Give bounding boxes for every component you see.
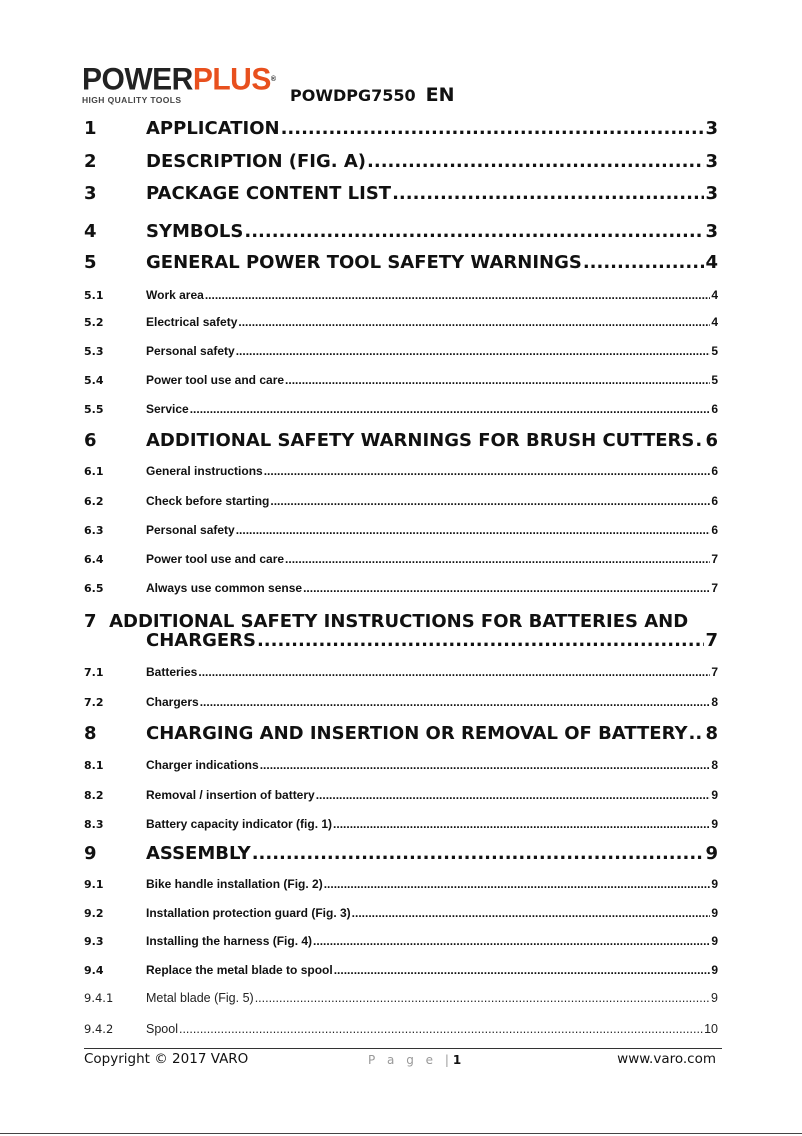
toc-page-number: 9 bbox=[711, 877, 718, 891]
toc-title: ADDITIONAL SAFETY WARNINGS FOR BRUSH CUTTERS bbox=[146, 430, 695, 451]
toc-title: APPLICATION bbox=[146, 118, 280, 139]
toc-page-number: 8 bbox=[705, 723, 718, 744]
toc-leader-dots bbox=[236, 523, 711, 537]
toc-title: ADDITIONAL SAFETY INSTRUCTIONS FOR BATTERIES AND bbox=[109, 611, 689, 632]
toc-leader-dots bbox=[583, 252, 705, 273]
toc-page-number: 7 bbox=[711, 581, 718, 595]
toc-page-number: 5 bbox=[711, 373, 718, 387]
toc-number: 5 bbox=[84, 252, 97, 273]
toc-entry[interactable] bbox=[84, 430, 718, 451]
model-header bbox=[290, 84, 455, 106]
toc-leader-dots bbox=[316, 788, 711, 802]
toc-entry[interactable] bbox=[84, 183, 718, 204]
toc-number: 9.4.2 bbox=[84, 1022, 114, 1036]
toc-number: 8.2 bbox=[84, 789, 104, 802]
toc-entry[interactable] bbox=[84, 494, 718, 508]
toc-leader-dots bbox=[285, 373, 710, 387]
toc-leader-dots bbox=[264, 464, 711, 478]
toc-page-number: 6 bbox=[711, 494, 718, 508]
toc-entry[interactable] bbox=[84, 288, 718, 302]
toc-leader-dots bbox=[205, 288, 711, 302]
toc-leader-dots bbox=[270, 494, 710, 508]
toc-number: 8 bbox=[84, 723, 97, 744]
toc-leader-dots bbox=[198, 665, 710, 679]
logo-registered: ® bbox=[270, 75, 276, 84]
toc-entry[interactable] bbox=[84, 843, 718, 864]
toc-leader-dots bbox=[281, 118, 705, 139]
toc-number: 7 bbox=[84, 611, 97, 632]
toc-entry[interactable] bbox=[84, 934, 718, 948]
footer-divider bbox=[84, 1048, 722, 1049]
toc-title: Charger indications bbox=[146, 758, 259, 772]
toc-leader-dots bbox=[179, 1022, 703, 1036]
toc-title: DESCRIPTION (FIG. A) bbox=[146, 151, 367, 172]
toc-title: Battery capacity indicator (fig. 1) bbox=[146, 817, 333, 831]
toc-leader-dots bbox=[285, 552, 710, 566]
toc-title: Chargers bbox=[146, 695, 199, 709]
toc-number: 5.3 bbox=[84, 345, 104, 358]
toc-title: Check before starting bbox=[146, 494, 270, 508]
model-number: POWDPG7550 bbox=[290, 86, 416, 105]
toc-entry[interactable] bbox=[84, 723, 718, 744]
toc-entry-heading-line[interactable] bbox=[84, 611, 688, 632]
toc-leader-dots bbox=[260, 758, 711, 772]
toc-page-number: 3 bbox=[705, 118, 718, 139]
toc-page-number: 8 bbox=[711, 758, 718, 772]
toc-entry[interactable] bbox=[84, 581, 718, 595]
toc-number: 7.2 bbox=[84, 696, 104, 709]
toc-page-number: 9 bbox=[711, 963, 718, 977]
toc-leader-dots bbox=[244, 221, 704, 242]
toc-title: Power tool use and care bbox=[146, 552, 285, 566]
toc-page-number: 5 bbox=[711, 344, 718, 358]
logo-text-power: POWER bbox=[82, 62, 193, 97]
toc-entry[interactable] bbox=[84, 1022, 718, 1036]
toc-page-number: 3 bbox=[705, 151, 718, 172]
toc-number: 6.5 bbox=[84, 582, 104, 595]
toc-page-number: 9 bbox=[711, 906, 718, 920]
toc-entry[interactable] bbox=[84, 963, 718, 977]
toc-title: SYMBOLS bbox=[146, 221, 244, 242]
toc-entry[interactable] bbox=[84, 344, 718, 358]
toc-page-number: 6 bbox=[711, 523, 718, 537]
toc-page-number: 6 bbox=[711, 464, 718, 478]
toc-page-number: 6 bbox=[705, 430, 718, 451]
toc-page-number: 4 bbox=[711, 288, 718, 302]
toc-title: Spool bbox=[146, 1022, 178, 1036]
toc-number: 2 bbox=[84, 151, 97, 172]
toc-title: PACKAGE CONTENT LIST bbox=[146, 183, 392, 204]
toc-number: 9.4.1 bbox=[84, 991, 114, 1005]
toc-title: Work area bbox=[146, 288, 204, 302]
footer-copyright: Copyright © 2017 VARO bbox=[84, 1051, 249, 1067]
language-code: EN bbox=[425, 84, 455, 106]
toc-entry[interactable] bbox=[84, 630, 718, 651]
toc-page-number: 4 bbox=[705, 252, 718, 273]
toc-entry[interactable] bbox=[84, 221, 718, 242]
toc-leader-dots bbox=[238, 315, 710, 329]
toc-leader-dots bbox=[200, 695, 711, 709]
toc-title: Always use common sense bbox=[146, 581, 303, 595]
toc-leader-dots bbox=[324, 877, 711, 891]
toc-number: 8.1 bbox=[84, 759, 104, 772]
toc-page-number: 4 bbox=[711, 315, 718, 329]
toc-number: 9.1 bbox=[84, 878, 104, 891]
toc-title: Service bbox=[146, 402, 189, 416]
toc-leader-dots bbox=[252, 843, 705, 864]
toc-leader-dots bbox=[392, 183, 704, 204]
toc-number: 6.2 bbox=[84, 495, 104, 508]
toc-entry[interactable] bbox=[84, 151, 718, 172]
toc-leader-dots bbox=[367, 151, 704, 172]
toc-entry[interactable] bbox=[84, 118, 718, 139]
toc-number: 1 bbox=[84, 118, 97, 139]
toc-number: 3 bbox=[84, 183, 97, 204]
toc-page-number: 7 bbox=[711, 665, 718, 679]
toc-leader-dots bbox=[236, 344, 711, 358]
toc-title: Personal safety bbox=[146, 523, 235, 537]
toc-leader-dots bbox=[334, 963, 711, 977]
toc-number: 8.3 bbox=[84, 818, 104, 831]
page-number: 1 bbox=[452, 1053, 462, 1067]
toc-title: ASSEMBLY bbox=[146, 843, 251, 864]
toc-entry[interactable] bbox=[84, 817, 718, 831]
toc-number: 5.4 bbox=[84, 374, 104, 387]
toc-entry[interactable] bbox=[84, 906, 718, 920]
toc-title: Replace the metal blade to spool bbox=[146, 963, 333, 977]
toc-title: GENERAL POWER TOOL SAFETY WARNINGS bbox=[146, 252, 582, 273]
toc-number: 6.4 bbox=[84, 553, 104, 566]
toc-title: Power tool use and care bbox=[146, 373, 285, 387]
toc-page-number: 10 bbox=[704, 1022, 718, 1036]
logo-tagline: HIGH QUALITY TOOLS bbox=[82, 95, 182, 105]
toc-leader-dots bbox=[352, 906, 711, 920]
toc-number: 9 bbox=[84, 843, 97, 864]
toc-title: General instructions bbox=[146, 464, 263, 478]
toc-entry[interactable] bbox=[84, 523, 718, 537]
toc-leader-dots bbox=[313, 934, 710, 948]
toc-title: Electrical safety bbox=[146, 315, 238, 329]
toc-title: Personal safety bbox=[146, 344, 235, 358]
toc-title: Installing the harness (Fig. 4) bbox=[146, 934, 313, 948]
page-bottom-border bbox=[0, 1133, 802, 1134]
logo-text-plus: PLUS bbox=[192, 62, 271, 97]
toc-entry[interactable] bbox=[84, 665, 718, 679]
toc-number: 7.1 bbox=[84, 666, 104, 679]
toc-entry[interactable] bbox=[84, 402, 718, 416]
toc-number: 6.3 bbox=[84, 524, 104, 537]
toc-leader-dots bbox=[303, 581, 710, 595]
toc-number: 6 bbox=[84, 430, 97, 451]
toc-entry[interactable] bbox=[84, 373, 718, 387]
toc-page-number: 9 bbox=[711, 788, 718, 802]
toc-title: CHARGING AND INSERTION OR REMOVAL OF BATTERY bbox=[146, 723, 688, 744]
toc-title: Removal / insertion of battery bbox=[146, 788, 315, 802]
toc-leader-dots bbox=[695, 430, 704, 451]
toc-entry[interactable] bbox=[84, 315, 718, 329]
toc-page-number: 7 bbox=[705, 630, 718, 651]
toc-leader-dots bbox=[255, 991, 710, 1005]
toc-page-number: 9 bbox=[711, 991, 718, 1005]
toc-entry[interactable] bbox=[84, 252, 718, 273]
toc-number: 9.4 bbox=[84, 964, 104, 977]
toc-entry[interactable] bbox=[84, 464, 718, 478]
toc-leader-dots bbox=[190, 402, 711, 416]
toc-entry[interactable] bbox=[84, 758, 718, 772]
toc-leader-dots bbox=[333, 817, 710, 831]
toc-page-number: 9 bbox=[711, 934, 718, 948]
toc-number: 4 bbox=[84, 221, 97, 242]
toc-number: 5.1 bbox=[84, 289, 104, 302]
toc-number: 5.2 bbox=[84, 316, 104, 329]
toc-page-number: 3 bbox=[705, 183, 718, 204]
toc-entry[interactable] bbox=[84, 552, 718, 566]
toc-page-number: 9 bbox=[705, 843, 718, 864]
toc-entry[interactable] bbox=[84, 788, 718, 802]
toc-number: 9.3 bbox=[84, 935, 104, 948]
toc-leader-dots bbox=[689, 723, 705, 744]
toc-entry[interactable] bbox=[84, 991, 718, 1005]
toc-leader-dots bbox=[257, 630, 705, 651]
toc-number: 6.1 bbox=[84, 465, 104, 478]
toc-entry[interactable] bbox=[84, 695, 718, 709]
powerplus-logo bbox=[82, 62, 276, 105]
toc-page-number: 3 bbox=[705, 221, 718, 242]
toc-title: Bike handle installation (Fig. 2) bbox=[146, 877, 323, 891]
toc-entry[interactable] bbox=[84, 877, 718, 891]
toc-title: Metal blade (Fig. 5) bbox=[146, 991, 254, 1005]
toc-page-number: 6 bbox=[711, 402, 718, 416]
toc-number: 9.2 bbox=[84, 907, 104, 920]
toc-page-number: 7 bbox=[711, 552, 718, 566]
toc-number: 5.5 bbox=[84, 403, 104, 416]
toc-title: Installation protection guard (Fig. 3) bbox=[146, 906, 351, 920]
toc-title: CHARGERS bbox=[146, 630, 256, 651]
footer-page-indicator bbox=[368, 1053, 461, 1067]
toc-page-number: 9 bbox=[711, 817, 718, 831]
page-label: P a g e | bbox=[368, 1053, 453, 1067]
footer-website[interactable]: www.varo.com bbox=[617, 1051, 716, 1067]
toc-title: Batteries bbox=[146, 665, 198, 679]
toc-page-number: 8 bbox=[711, 695, 718, 709]
